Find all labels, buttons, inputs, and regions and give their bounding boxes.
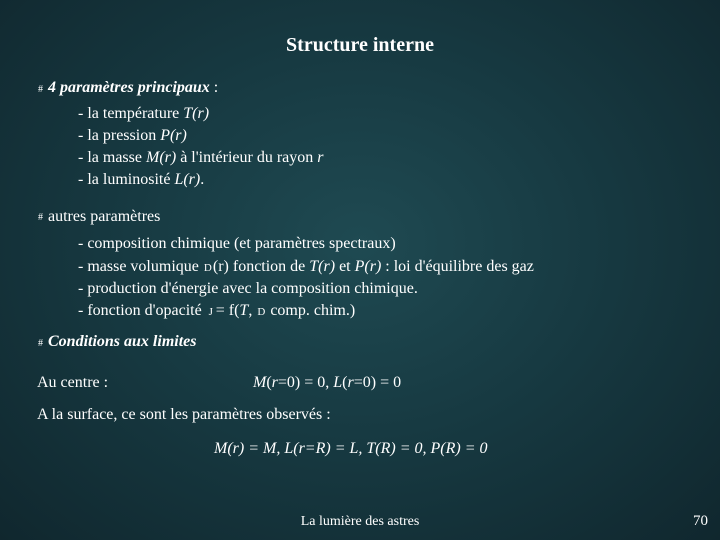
bullet-marker: # <box>38 84 43 95</box>
surface-text: A la surface, ce sont les paramètres observés : <box>37 406 331 423</box>
list-item-opacity: - fonction d'opacité J = f(T, D comp. chim.) <box>78 302 356 319</box>
bullet-marker: # <box>38 338 43 349</box>
list-item-energy: - production d'énergie avec la composition chimique. <box>78 280 418 297</box>
list-item-pressure: - la pression P(r) <box>78 127 187 144</box>
list-item-luminosity: - la luminosité L(r). <box>78 171 205 188</box>
slide-title: Structure interne <box>286 34 434 56</box>
centre-equation: M(r=0) = 0, L(r=0) = 0 <box>253 374 402 391</box>
bullet-marker: # <box>38 212 43 223</box>
missing-glyph-icon: D <box>257 306 266 318</box>
section-heading-other-parameters: autres paramètres <box>48 208 161 225</box>
section-heading-boundary-conditions: Conditions aux limites <box>48 333 197 350</box>
list-item-temperature: - la température T(r) <box>78 105 210 122</box>
list-item-density: - masse volumique D(r) fonction de T(r) et P(r) : loi d'équilibre des gaz <box>78 258 534 275</box>
page-number: 70 <box>693 513 708 529</box>
list-item-mass: - la masse M(r) à l'intérieur du rayon r <box>78 149 324 166</box>
section-heading-main-parameters: 4 paramètres principaux : <box>48 79 219 96</box>
footer-title: La lumière des astres <box>300 514 420 529</box>
centre-label: Au centre : <box>37 374 109 391</box>
list-item-composition: - composition chimique (et paramètres spectraux) <box>78 235 396 252</box>
missing-glyph-icon: J <box>208 306 213 318</box>
surface-equation: M(r) = M, L(r=R) = L, T(R) = 0, P(R) = 0 <box>214 440 488 457</box>
missing-glyph-icon: D <box>203 262 212 274</box>
